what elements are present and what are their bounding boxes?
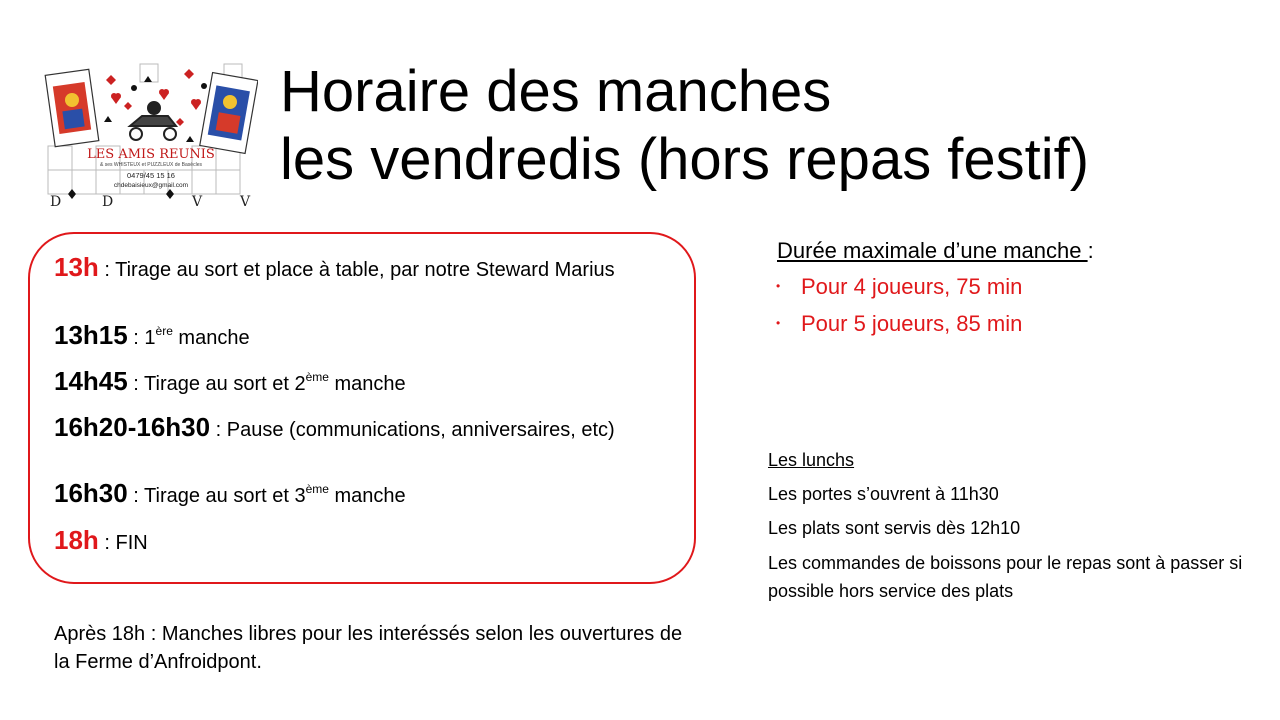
schedule-time: 18h (54, 525, 99, 555)
lunch-title: Les lunchs (768, 450, 855, 470)
title-line-2: les vendredis (hors repas festif) (280, 127, 1090, 192)
schedule-ordinal: ème (305, 370, 329, 384)
schedule-time: 16h30 (54, 478, 128, 508)
schedule-desc: : FIN (98, 532, 148, 554)
schedule-ordinal: ème (305, 482, 329, 496)
schedule-time: 13h (54, 252, 99, 282)
card-right-icon (200, 73, 258, 154)
schedule-desc: : 1 (127, 327, 156, 349)
duration-item (776, 274, 1022, 300)
svg-text:LES AMIS REUNIS: LES AMIS REUNIS (87, 147, 215, 162)
lunch-line: Les portes s’ouvrent à 11h30 (768, 484, 999, 504)
schedule-desc-end: manche (172, 327, 250, 349)
duration-item (776, 311, 1022, 337)
schedule-desc-end: manche (328, 485, 406, 507)
bullet-icon: • (776, 316, 781, 330)
schedule-row-14h45 (54, 366, 694, 396)
schedule-desc-end: manche (328, 373, 406, 395)
schedule-row-13h (54, 252, 694, 282)
svg-text:0479/45 15 16: 0479/45 15 16 (127, 171, 175, 180)
schedule-desc: : Tirage au sort et place à table, par notre Steward Marius (98, 259, 615, 281)
after-note: Après 18h : Manches libres pour les interéssés selon les ouvertures de la Ferme d’Anfroidpont. (54, 623, 683, 673)
svg-text:V: V (192, 194, 203, 210)
lunch-line: Les plats sont servis dès 12h10 (768, 518, 1021, 538)
card-left-icon (45, 69, 99, 146)
schedule-desc: : Pause (communications, anniversaires, etc) (210, 419, 615, 441)
svg-text:D: D (102, 194, 114, 210)
schedule-row-18h (54, 525, 694, 555)
bullet-icon: • (776, 279, 781, 293)
svg-text:chdebaisieux@gmail.com: chdebaisieux@gmail.com (113, 182, 189, 189)
schedule-row-16h30 (54, 478, 694, 508)
schedule-time: 14h45 (54, 366, 128, 396)
svg-text:& ses WHISTEUX et PUZZLEUX de: & ses WHISTEUX et PUZZLEUX de Basècles (100, 162, 202, 168)
schedule-row-pause (54, 412, 694, 442)
lunch-line: Les commandes de boissons pour le repas sont à passer si possible hors service des plats (768, 553, 1243, 601)
schedule-time: 16h20-16h30 (54, 412, 211, 442)
club-logo (44, 62, 258, 212)
duration-item-text: Pour 5 joueurs, 85 min (801, 311, 1023, 336)
duration-heading (777, 238, 1094, 264)
schedule-desc: : Tirage au sort et 2 (127, 373, 306, 395)
schedule-ordinal: ère (155, 324, 173, 338)
duration-heading-colon: : (1087, 238, 1094, 263)
schedule-desc: : Tirage au sort et 3 (127, 485, 306, 507)
kart-icon (130, 102, 176, 140)
page-title (280, 58, 1089, 194)
title-line-1: Horaire des manches (280, 59, 832, 124)
schedule-time: 13h15 (54, 320, 128, 350)
svg-text:D: D (50, 194, 62, 210)
duration-heading-text: Durée maximale d’une manche (777, 238, 1088, 263)
schedule-row-13h15 (54, 320, 694, 350)
duration-item-text: Pour 4 joueurs, 75 min (801, 274, 1023, 299)
svg-text:V: V (240, 194, 251, 210)
